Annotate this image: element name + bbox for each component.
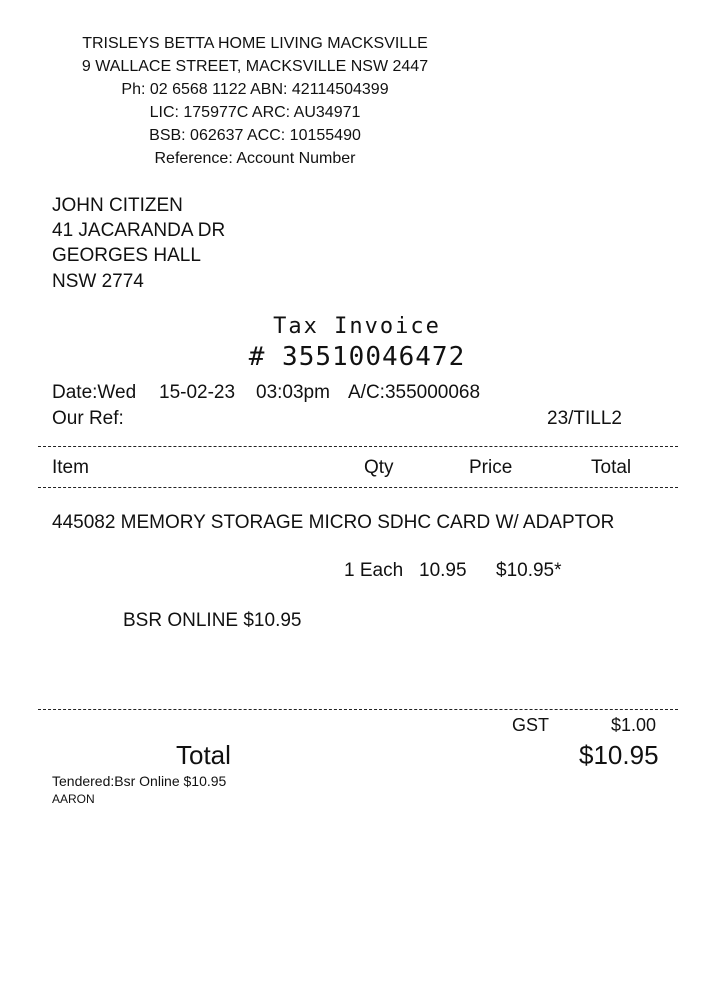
divider <box>38 709 678 710</box>
invoice-date: 15-02-23 <box>159 382 236 403</box>
divider <box>38 487 678 488</box>
column-total: Total <box>591 457 632 478</box>
our-ref-label: Our Ref: <box>52 408 124 429</box>
customer-suburb: GEORGES HALL <box>52 245 201 266</box>
merchant-reference: Reference: Account Number <box>154 150 356 167</box>
gst-label: GST <box>512 715 550 735</box>
invoice-title: Tax Invoice <box>273 314 441 339</box>
line-item-total: $10.95* <box>496 560 562 581</box>
gst-amount: $1.00 <box>611 715 657 735</box>
column-item: Item <box>52 457 89 478</box>
customer-name: JOHN CITIZEN <box>52 195 183 216</box>
account-number: A/C:355000068 <box>348 382 481 403</box>
tendered-line: Tendered:Bsr Online $10.95 <box>52 773 227 789</box>
customer-state-postcode: NSW 2774 <box>52 271 144 292</box>
total-amount: $10.95 <box>579 740 659 770</box>
merchant-bsb-acc: BSB: 062637 ACC: 10155490 <box>149 127 361 144</box>
column-price: Price <box>469 457 513 478</box>
payment-note: BSR ONLINE $10.95 <box>123 610 302 631</box>
invoice-time: 03:03pm <box>256 382 330 403</box>
customer-street: 41 JACARANDA DR <box>52 220 226 241</box>
line-item-description: 445082 MEMORY STORAGE MICRO SDHC CARD W/ ADAPTOR <box>52 512 615 533</box>
line-item-price: 10.95 <box>419 560 467 581</box>
merchant-address: 9 WALLACE STREET, MACKSVILLE NSW 2447 <box>81 58 429 75</box>
operator-name: AARON <box>52 792 95 806</box>
total-label: Total <box>176 740 231 770</box>
invoice-number: # 35510046472 <box>248 342 466 372</box>
merchant-lic-arc: LIC: 175977C ARC: AU34971 <box>149 104 361 121</box>
merchant-phone-abn: Ph: 02 6568 1122 ABN: 42114504399 <box>121 81 389 98</box>
column-qty: Qty <box>364 457 394 478</box>
date-label: Date:Wed <box>52 382 137 403</box>
divider <box>38 446 678 447</box>
till-ref: 23/TILL2 <box>547 408 622 429</box>
line-item-qty: 1 Each <box>344 560 404 581</box>
merchant-name: TRISLEYS BETTA HOME LIVING MACKSVILLE <box>82 35 428 52</box>
